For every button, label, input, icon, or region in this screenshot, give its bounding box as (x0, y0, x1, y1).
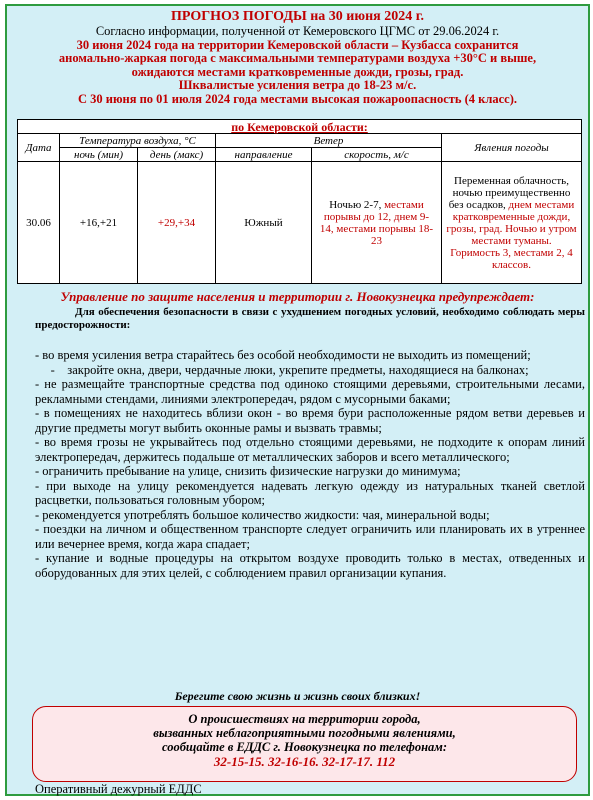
cell-wind-direction: Южный (216, 162, 312, 284)
cell-date: 30.06 (18, 162, 60, 284)
header-speed: скорость, м/с (312, 148, 442, 162)
list-item: - купание и водные процедуры на открытом воздухе проводить только в местах, отведенных и оборудованных для этих целей, с соблюдением правил организации купания. (35, 551, 585, 580)
list-item: - во время усиления ветра старайтесь без особой необходимости не выходить из помещений; (35, 348, 531, 362)
warning-heading: Управление по защите населения и территории г. Новокузнецка предупреждает: (60, 289, 535, 304)
edds-line-2: вызванных неблагоприятными погодными явлениями, (153, 726, 456, 740)
speed-night-gusts: местами порывы до 12, (323, 198, 424, 223)
list-item: - поездки на личном и общественном транспорте следует ограничить или планировать их в утреннее или вечернее время, когда жара спадает; (35, 522, 585, 551)
list-item: - не размещайте транспортные средства под одиноко стоящими деревьями, строительными лесами, рекламными стендами, линиями электропередач, рядом с мусорными баками; (35, 377, 585, 406)
fire-danger-line: С 30 июня по 01 июля 2024 года местами высокая пожароопасность (4 класс). (77, 91, 518, 106)
edds-line-3: сообщайте в ЕДДС г. Новокузнецка по телефонам: (161, 740, 448, 754)
heat-line-1: 30 июня 2024 года на территории Кемеровской области – Кузбасса сохранится (76, 37, 519, 52)
list-item: - закройте окна, двери, чердачные люки, укрепите предметы, находящиеся на балконах; (35, 362, 529, 377)
header-temperature: Температура воздуха, °С (60, 134, 216, 148)
header-night: ночь (мин) (60, 148, 138, 162)
edds-contact-box (32, 706, 577, 782)
header-wind: Ветер (216, 134, 442, 148)
footer-signature: Оперативный дежурный ЕДДС (35, 782, 202, 796)
list-item: - ограничить пребывание на улице, снизить физические нагрузки до минимума; (35, 464, 461, 478)
cell-day-temp: +29,+34 (138, 162, 216, 284)
table-region: по Кемеровской области: (18, 120, 582, 134)
header-direction: направление (216, 148, 312, 162)
list-item: - рекомендуется употреблять большое количество жидкости: чая, минеральной воды; (35, 507, 490, 522)
header-phenomena: Явления погоды (442, 134, 582, 162)
phen-fog: Ночью и утром местами туманы. (471, 222, 577, 247)
cell-phenomena (442, 162, 582, 284)
forecast-title: ПРОГНОЗ ПОГОДЫ на 30 июня 2024 г. (171, 9, 424, 24)
cell-night-temp: +16,+21 (60, 162, 138, 284)
forecast-document (5, 4, 590, 796)
speed-day-gusts: местами порывы 18-23 (336, 222, 434, 247)
wind-line: Шквалистые усиления ветра до 18-23 м/с. (178, 78, 417, 92)
cell-wind-speed (312, 162, 442, 284)
heat-line-3: ожидаются местами кратковременные дожди, грозы, град. (131, 64, 464, 79)
edds-line-1: О происшествиях на территории города, (188, 712, 421, 726)
header-day: день (макс) (138, 148, 216, 162)
cherish-line: Берегите свою жизнь и жизнь своих близких! (174, 689, 421, 703)
forecast-table (17, 119, 582, 284)
header-date: Дата (18, 134, 60, 162)
heat-line-2: аномально-жаркая погода с максимальными температурами воздуха +30°C и выше, (58, 51, 537, 65)
list-item: - при выходе на улицу рекомендуется надевать легкую одежду из натуральных тканей светлой расцветки, пользоваться головным убором; (35, 478, 585, 507)
advice-list (35, 348, 585, 580)
table-row (18, 162, 582, 284)
list-item: - в помещениях не находитесь вблизи окон - во время бури расположенные рядом ветви деревьев и другие предметы могут выбить оконные рамы и вызвать травмы; (35, 406, 585, 435)
phen-cloudiness: Переменная облачность, ночью преимущественно без осадков, (448, 174, 571, 211)
warning-intro: Для обеспечения безопасности в связи с ухудшением погодных условий, необходимо соблюдать меры предосторожности: (35, 306, 585, 331)
edds-phones: 32-15-15. 32-16-16. 32-17-17. 112 (213, 754, 396, 769)
document-header (7, 9, 588, 106)
phen-rain: днем местами кратковременные дожди, грозы, град. (446, 198, 575, 235)
speed-day: днем 9-14, (319, 210, 430, 235)
list-item: - во время грозы не укрывайтесь под отдельно стоящими деревьями, не подходите к опорам линий электропередач, держитесь подальше от металлических заборов и всего металлического; (35, 435, 585, 464)
phen-fire: Горимость 3, местами 2, 4 классов. (450, 246, 573, 271)
speed-night: Ночью 2-7, (329, 198, 385, 211)
source-line: Согласно информации, полученной от Кемеровского ЦГМС от 29.06.2024 г. (95, 24, 500, 38)
